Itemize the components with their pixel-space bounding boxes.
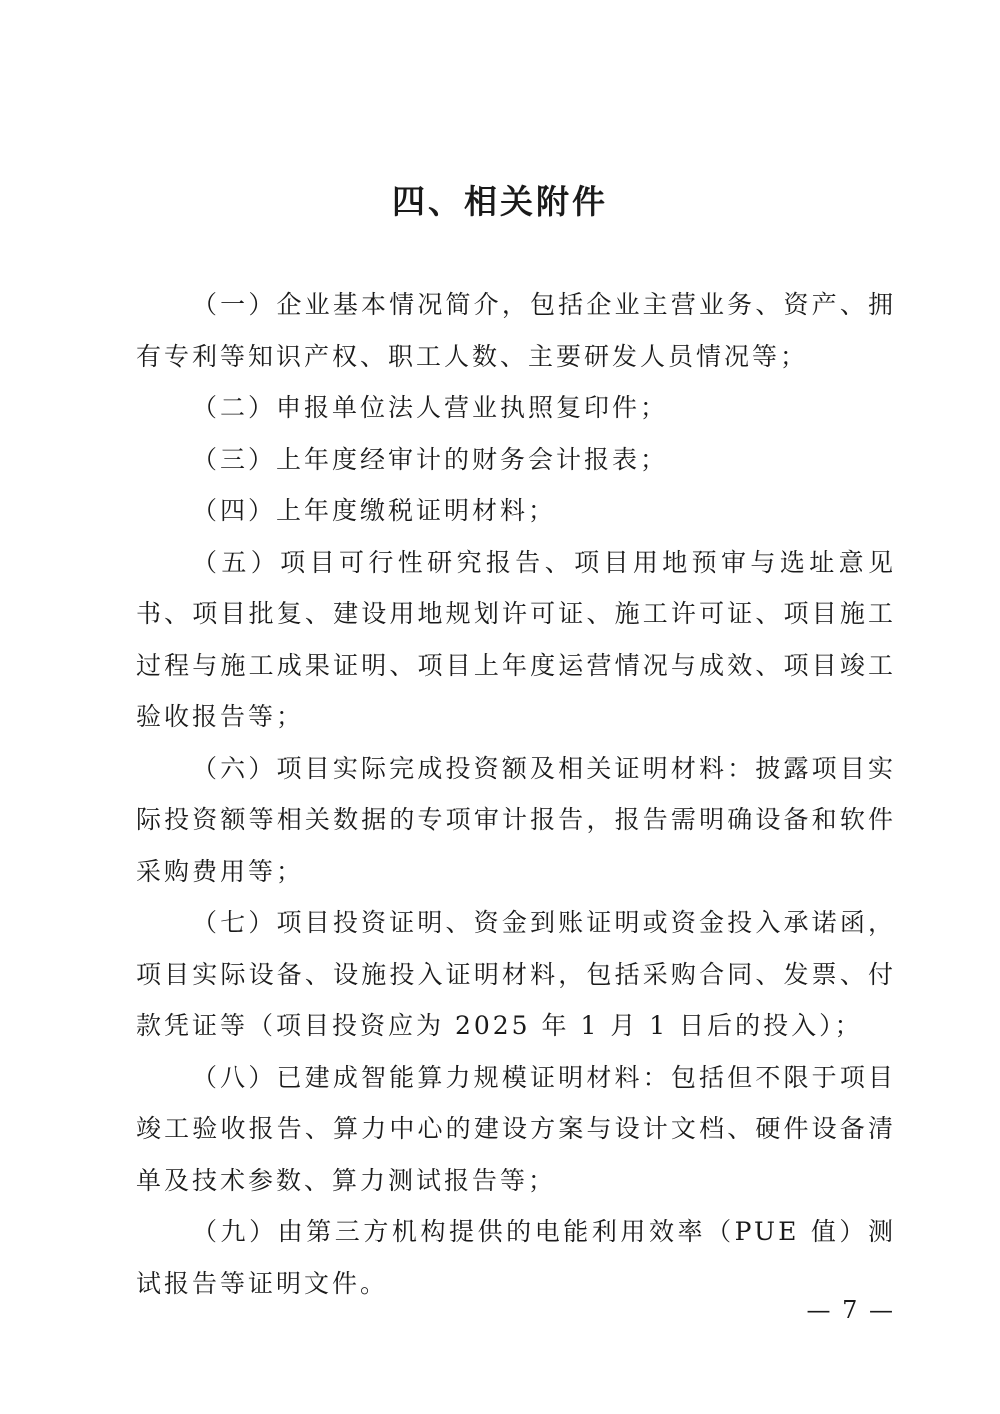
attachment-item-2: （二）申报单位法人营业执照复印件； (192, 393, 669, 422)
attachment-item-3: （三）上年度经审计的财务会计报表； (192, 444, 669, 474)
attachment-item-9: （九）由第三方机构提供的电能利用效率（PUE 值）测试报告等证明文件。 (136, 1217, 896, 1298)
attachment-item-6: （六）项目实际完成投资额及相关证明材料：披露项目实际投资额等相关数据的专项审计报告，报告需明确设备和软件采购费用等； (136, 753, 896, 886)
attachment-list (136, 279, 896, 1309)
attachment-item-5: （五）项目可行性研究报告、项目用地预审与选址意见书、项目批复、建设用地规划许可证、施工许可证、项目施工过程与施工成果证明、项目上年度运营情况与成效、项目竣工验收报告等； (136, 547, 896, 731)
page-number: — 7 — (806, 1296, 895, 1324)
attachment-item-1: （一）企业基本情况简介，包括企业主营业务、资产、拥有专利等知识产权、职工人数、主要研发人员情况等； (136, 290, 896, 371)
attachment-item-7: （七）项目投资证明、资金到账证明或资金投入承诺函，项目实际设备、设施投入证明材料，包括采购合同、发票、付款凭证等（项目投资应为 2025 年 1 月 1 日后的投入）； (136, 908, 896, 1040)
section-heading: 四、相关附件 (392, 182, 608, 221)
attachment-item-4: （四）上年度缴税证明材料； (192, 496, 557, 525)
attachment-item-8: （八）已建成智能算力规模证明材料：包括但不限于项目竣工验收报告、算力中心的建设方案与设计文档、硬件设备清单及技术参数、算力测试报告等； (136, 1062, 896, 1195)
